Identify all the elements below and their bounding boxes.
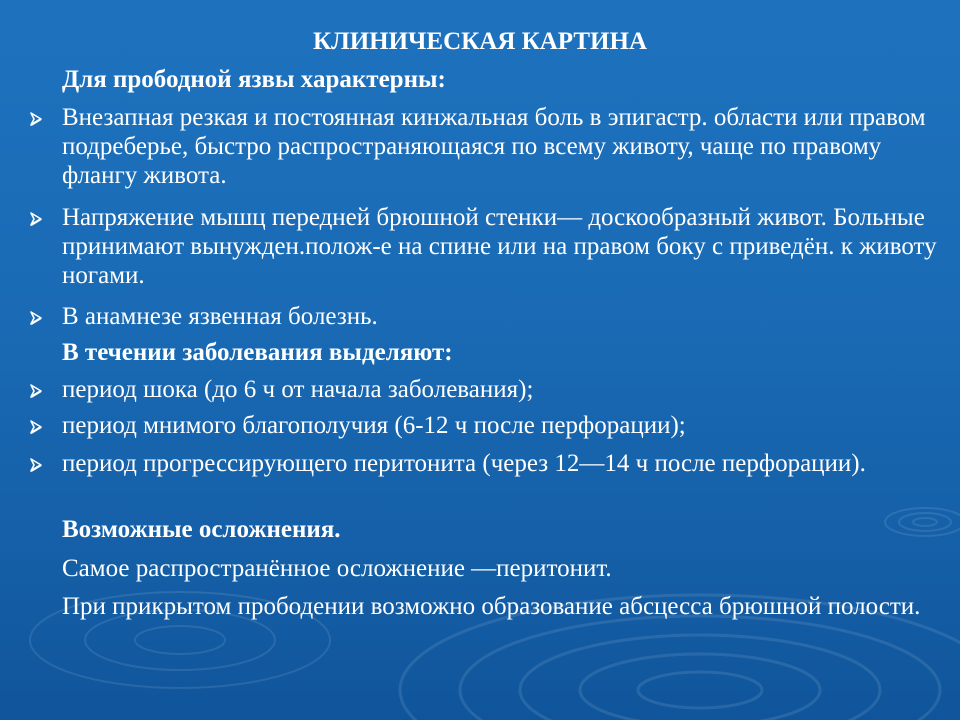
chevron-arrow-bullet-icon — [28, 111, 44, 127]
slide-title: КЛИНИЧЕСКАЯ КАРТИНА — [312, 28, 648, 55]
list-item-text: Напряжение мышц передней брюшной стенки— доскообразный живот. Больные принимают вынужден.полож-е на спине или на правом боку с приведён. к животу ногами. — [62, 204, 937, 289]
list-item-text: период прогрессирующего перитонита (через 12—14 ч после перфорации). — [62, 450, 866, 477]
chevron-arrow-bullet-icon — [28, 211, 44, 227]
section-heading-complications: Возможные осложнения. — [62, 516, 341, 543]
section-heading-perforated-ulcer: Для прободной язвы характерны: — [62, 66, 446, 93]
list-item-text: Внезапная резкая и постоянная кинжальная боль в эпигастр. области или правом подреберье, быстро распространяющаяся по всему животу, чаще по правому флангу живота. — [62, 104, 926, 189]
chevron-arrow-bullet-icon — [28, 457, 44, 473]
complication-line: Самое распространённое осложнение —перитонит. — [62, 555, 612, 582]
list-item-text: В анамнезе язвенная болезнь. — [62, 303, 378, 330]
list-item-text: период мнимого благополучия (6-12 ч после перфорации); — [62, 412, 686, 439]
chevron-arrow-bullet-icon — [28, 310, 44, 326]
chevron-arrow-bullet-icon — [28, 383, 44, 399]
list-item-text: период шока (до 6 ч от начала заболевания); — [62, 376, 534, 403]
chevron-arrow-bullet-icon — [28, 419, 44, 435]
section-heading-disease-course: В течении заболевания выделяют: — [62, 339, 453, 366]
complication-line: При прикрытом прободении возможно образование абсцесса брюшной полости. — [62, 593, 921, 620]
